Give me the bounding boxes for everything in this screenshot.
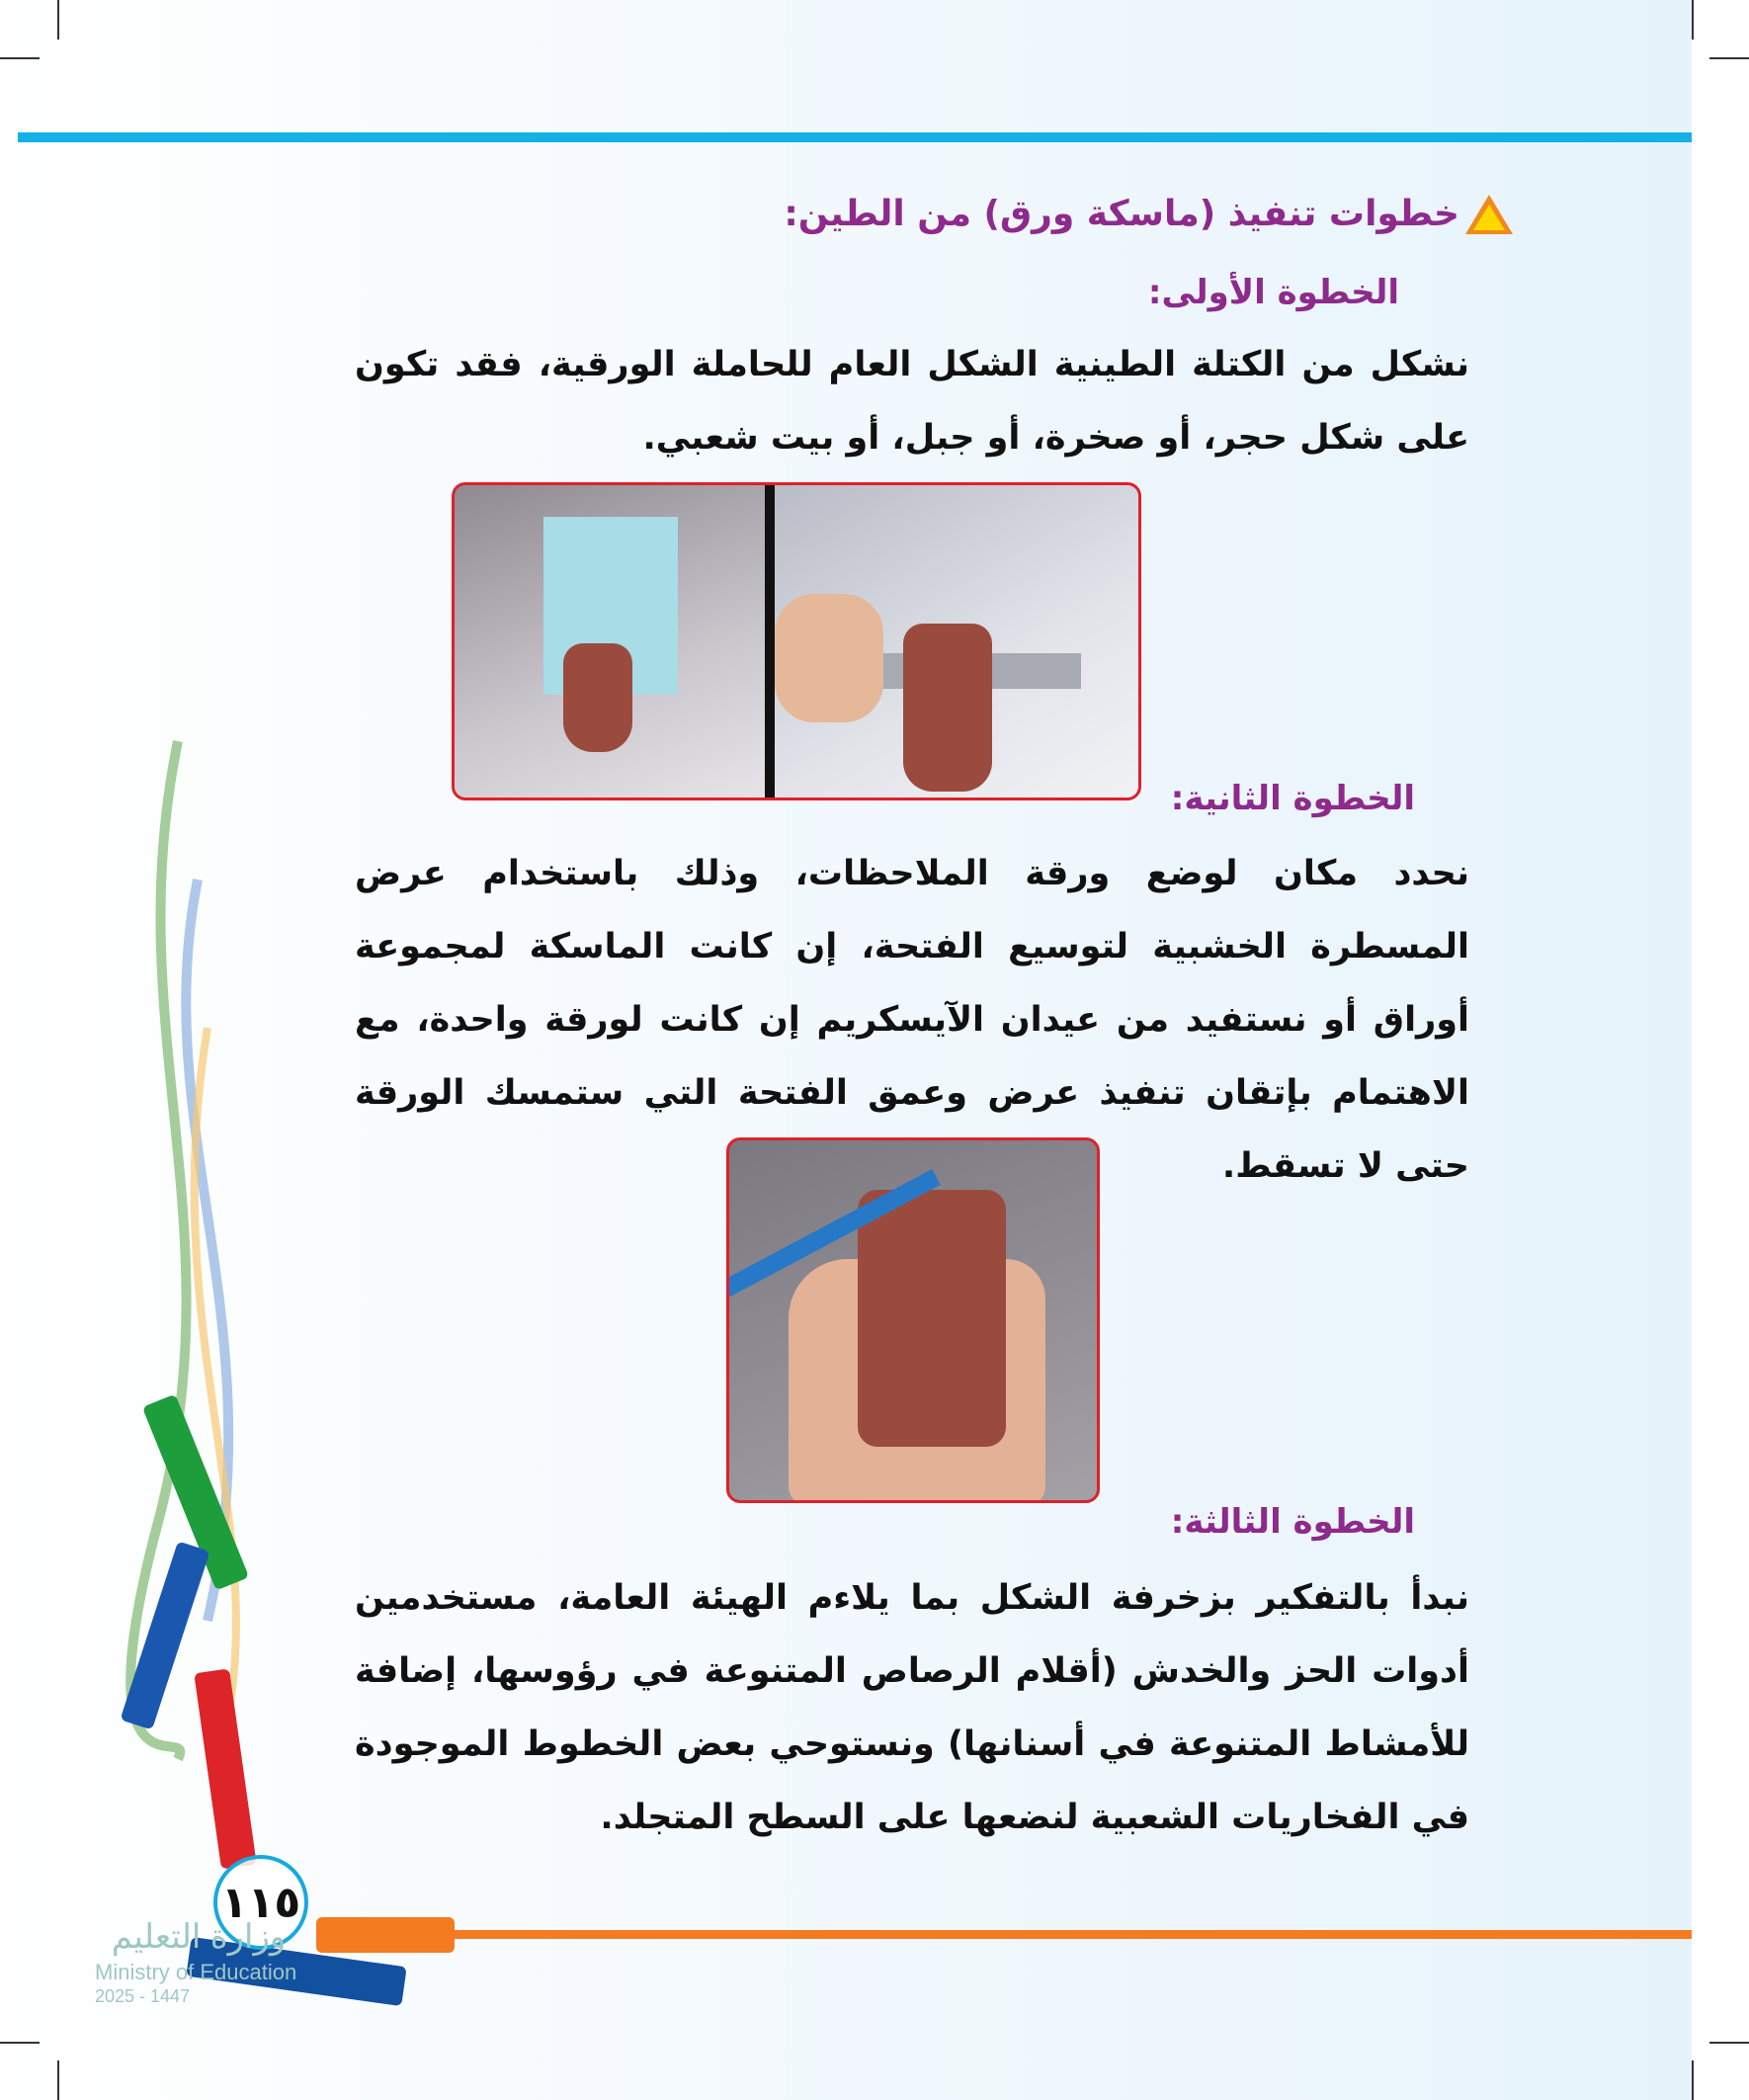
clay-block: [858, 1190, 1006, 1447]
crop-mark: [1692, 2060, 1694, 2100]
step3-heading: الخطوة الثالثة:: [1170, 1502, 1415, 1542]
crop-mark: [1709, 2042, 1749, 2044]
photo-clay-with-paper: [455, 485, 765, 798]
crop-mark: [1692, 0, 1694, 40]
step2-text: نحدد مكان لوضع ورقة الملاحظات، وذلك باستخدام عرض المسطرة الخشبية لتوسيع الفتحة، إن كانت الماسكة لمجموعة أوراق أو نستفيد من عيدان الآيسكريم إن كانت لورقة واحدة، مع الاهتمام بإتقان تنفيذ عرض وعمق الفتحة التي ستمسك الورقة حتى لا تسقط.: [355, 854, 1469, 1186]
clay-block: [903, 624, 992, 792]
photo-ruler-slot: [775, 485, 1138, 798]
warning-triangle-icon: [1465, 195, 1513, 234]
hand: [775, 594, 883, 722]
step1-text: نشكل من الكتلة الطينية الشكل العام للحاملة الورقية، فقد تكون على شكل حجر، أو صخرة، أو جبل، أو بيت شعبي.: [355, 345, 1469, 458]
footer-rule: [442, 1930, 1692, 1939]
ministry-logo-year: 2025 - 1447: [95, 1986, 191, 2006]
step3-text: نبدأ بالتفكير بزخرفة الشكل بما يلاءم الهيئة العامة، مستخدمين أدوات الحز والخدش (أقلام الرصاص المتنوعة في رؤوسها، إضافة للأمشاط المتنوعة في أسنانها) ونستوحي بعض الخطوط الموجودة في الفخاريات الشعبية لنضعها على السطح المتجلد.: [355, 1578, 1469, 1837]
step1-heading: الخطوة الأولى:: [1147, 273, 1399, 312]
crop-mark: [0, 2042, 40, 2044]
crop-mark: [1709, 57, 1749, 59]
crop-mark: [0, 57, 40, 59]
ministry-logo-arabic: وزارة التعليم: [111, 1918, 287, 1956]
ministry-logo-english: Ministry of Education: [95, 1960, 297, 1984]
orange-crayon: [316, 1917, 455, 1953]
step2-heading: الخطوة الثانية:: [1170, 779, 1415, 818]
header-rule: [18, 132, 1692, 142]
step2-photo: [726, 1137, 1100, 1503]
crop-mark: [57, 0, 59, 40]
step1-photos: [452, 482, 1141, 800]
divider: [765, 485, 775, 798]
section-title: خطوات تنفيذ (ماسكة ورق) من الطين:: [784, 194, 1513, 234]
decorative-ribbons: [119, 731, 277, 1769]
crop-mark: [57, 2060, 59, 2100]
page-number: ١١٥: [213, 1855, 308, 1950]
clay-block: [563, 643, 632, 752]
